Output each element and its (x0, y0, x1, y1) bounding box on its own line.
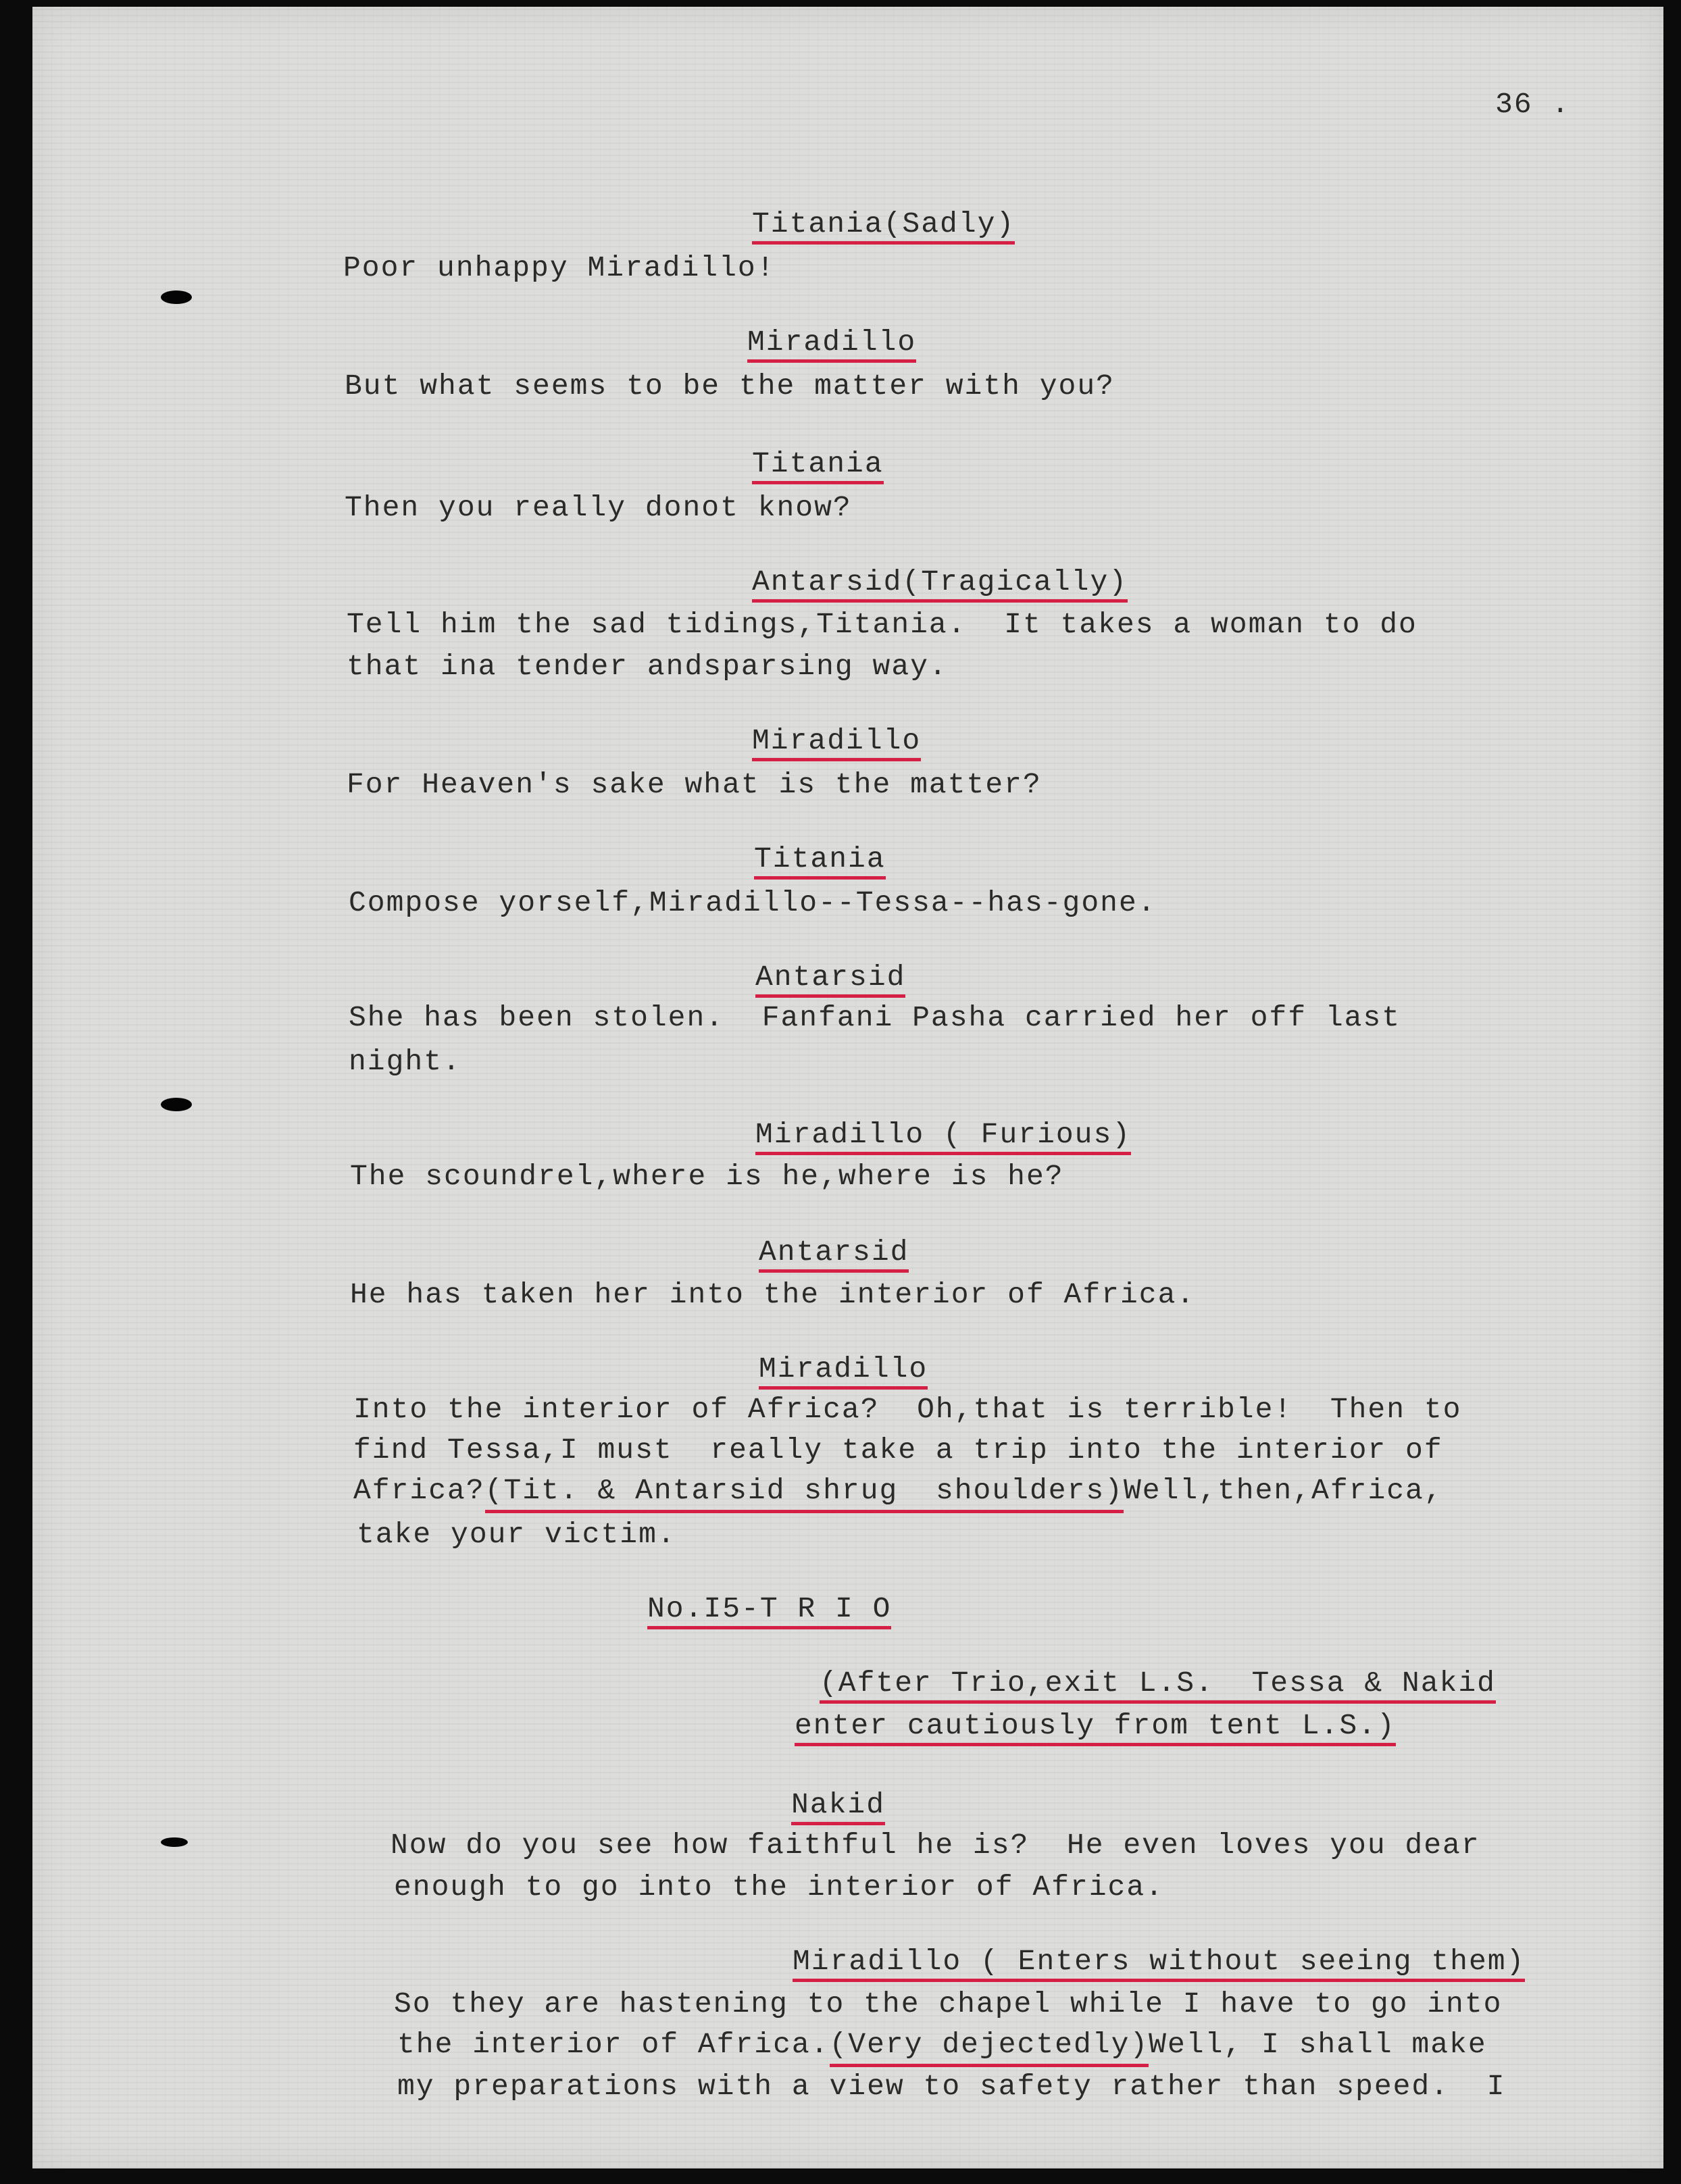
stage-direction: (Very dejectedly) (830, 2028, 1149, 2067)
speaker-heading: Miradillo (752, 726, 921, 761)
stage-direction: enter cautiously from tent L.S.) (795, 1711, 1396, 1746)
speaker-heading: Miradillo ( Furious) (755, 1120, 1131, 1155)
dialogue-line: For Heaven's sake what is the matter? (347, 768, 1042, 801)
speaker-heading: Miradillo (747, 328, 916, 363)
dialogue-line: Tell him the sad tidings,Titania. It takes a woman to do (347, 608, 1417, 641)
dialogue-line: my preparations with a view to safety rather than speed. I (397, 2070, 1506, 2103)
dialogue-line: Now do you see how faithful he is? He even loves you dear (391, 1829, 1480, 1862)
dialogue-line: take your victim. (357, 1518, 676, 1551)
dialogue-line: She has been stolen. Fanfani Pasha carried her off last (349, 1001, 1401, 1034)
dialogue-line: So they are hastening to the chapel while I have to go into (394, 1987, 1503, 2021)
dialogue-fragment: the interior of Africa. (397, 2028, 830, 2061)
dialogue-line: Then you really donot know? (345, 491, 852, 524)
dialogue-line: The scoundrel,where is he,where is he? (350, 1160, 1064, 1193)
dialogue-fragment: Well, I shall make (1149, 2028, 1487, 2061)
dialogue-line: Compose yorself,Miradillo--Tessa--has-gone. (349, 886, 1157, 919)
stage-direction: (Tit. & Antarsid shrug shoulders) (485, 1474, 1124, 1513)
dialogue-line: Into the interior of Africa? Oh,that is terrible! Then to (353, 1393, 1462, 1426)
dialogue-line: Poor unhappy Miradillo! (343, 251, 776, 284)
dialogue-line: enough to go into the interior of Africa. (394, 1871, 1164, 1904)
speaker-heading: Titania (752, 449, 884, 484)
punch-hole-top (161, 290, 192, 304)
speaker-heading: Miradillo ( Enters without seeing them) (793, 1947, 1525, 1982)
dialogue-fragment: Africa? (353, 1474, 485, 1507)
dialogue-line-mixed (353, 1476, 1443, 1505)
dialogue-line: But what seems to be the matter with you? (345, 370, 1115, 403)
page-number: 36 . (1495, 88, 1571, 121)
dialogue-line: He has taken her into the interior of Africa. (350, 1278, 1196, 1311)
speaker-heading: Titania(Sadly) (752, 209, 1015, 245)
speaker-heading: Miradillo (759, 1354, 928, 1390)
speaker-heading: Nakid (791, 1790, 885, 1825)
speaker-heading: Antarsid (759, 1238, 909, 1273)
punch-hole-bottom (161, 1837, 188, 1847)
speaker-heading: Titania (754, 844, 886, 880)
musical-number-heading: No.I5-T R I O (647, 1594, 891, 1629)
dialogue-line-mixed (397, 2030, 1487, 2059)
dialogue-line: that ina tender andsparsing way. (347, 650, 948, 683)
speaker-heading: Antarsid (755, 963, 905, 998)
speaker-heading: Antarsid(Tragically) (752, 567, 1128, 603)
dialogue-line: find Tessa,I must really take a trip into the interior of (353, 1433, 1443, 1467)
script-page (32, 7, 1663, 2168)
dialogue-line: night. (349, 1045, 461, 1078)
punch-hole-middle (161, 1098, 192, 1111)
dialogue-fragment: Well,then,Africa, (1123, 1474, 1443, 1507)
stage-direction: (After Trio,exit L.S. Tessa & Nakid (820, 1669, 1496, 1704)
